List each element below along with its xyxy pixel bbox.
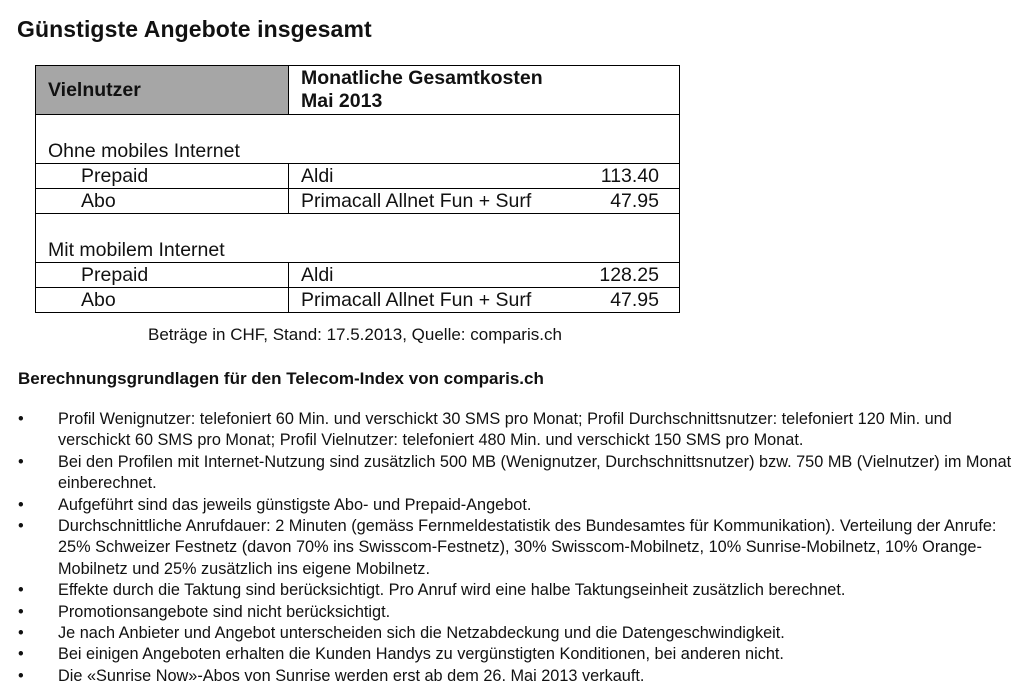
list-item xyxy=(18,452,1013,495)
list-item-text: Durchschnittliche Anrufdauer: 2 Minuten (gemäss Fernmeldestatistik des Bundesamtes für Kommunikation). Verteilung der Anrufe: 25% Schweizer Festnetz (davon 70% ins Swisscom-Festnetz), 30% Swisscom-Mobilnetz, 10% Sunrise-Mobilnetz, 10% Orange-Mobilnetz und 25% zusätzlich ins eigene Mobilnetz. xyxy=(58,517,997,578)
row-price: 47.95 xyxy=(582,189,679,214)
list-item xyxy=(18,580,1013,601)
row-provider: Primacall Allnet Fun + Surf xyxy=(289,288,583,313)
row-provider: Aldi xyxy=(289,164,583,189)
table-caption: Beträge in CHF, Stand: 17.5.2013, Quelle: comparis.ch xyxy=(148,325,562,344)
page-title: Günstigste Angebote insgesamt xyxy=(17,16,372,42)
list-item xyxy=(18,602,1013,623)
cost-table xyxy=(35,65,680,313)
bullet-icon: • xyxy=(18,517,24,536)
list-item xyxy=(18,666,1013,687)
row-provider: Aldi xyxy=(289,263,583,288)
list-item xyxy=(18,495,1013,516)
bullet-icon: • xyxy=(18,452,24,471)
table-header-row xyxy=(36,66,680,115)
list-item xyxy=(18,623,1013,644)
row-price: 128.25 xyxy=(582,263,679,288)
list-item xyxy=(18,644,1013,665)
row-type: Prepaid xyxy=(36,164,289,189)
bullet-icon: • xyxy=(18,645,24,664)
list-item-text: Aufgeführt sind das jeweils günstigste Abo- und Prepaid-Angebot. xyxy=(58,495,532,514)
bullet-icon: • xyxy=(18,410,24,428)
list-item xyxy=(18,409,1013,452)
bullet-icon: • xyxy=(18,581,24,600)
section-label: Ohne mobiles Internet xyxy=(36,140,680,164)
row-type: Prepaid xyxy=(36,263,289,288)
header-cost xyxy=(289,66,680,115)
section-label-row xyxy=(36,140,680,164)
table-row xyxy=(36,189,680,214)
basis-heading: Berechnungsgrundlagen für den Telecom-Index von comparis.ch xyxy=(18,369,544,388)
list-item-text: Profil Wenignutzer: telefoniert 60 Min. und verschickt 30 SMS pro Monat; Profil Durchschnittsnutzer: telefoniert 120 Min. und verschickt 60 SMS pro Monat; Profil Vielnutzer: telefoniert 480 Min. und verschickt 150 SMS pro Monat. xyxy=(58,410,952,450)
row-type: Abo xyxy=(36,288,289,313)
section-label: Mit mobilem Internet xyxy=(36,239,680,263)
section-label-row xyxy=(36,239,680,263)
list-item xyxy=(18,516,1013,580)
list-item-text: Bei den Profilen mit Internet-Nutzung sind zusätzlich 500 MB (Wenignutzer, Durchschnittsnutzer) bzw. 750 MB (Vielnutzer) im Monat einberechnet. xyxy=(58,452,1012,493)
list-item-text: Die «Sunrise Now»-Abos von Sunrise werden erst ab dem 26. Mai 2013 verkauft. xyxy=(58,666,645,685)
table-row xyxy=(36,288,680,313)
row-price: 47.95 xyxy=(582,288,679,313)
bullet-icon: • xyxy=(18,666,24,685)
list-item-text: Promotionsangebote sind nicht berücksichtigt. xyxy=(58,602,391,621)
list-item-text: Bei einigen Angeboten erhalten die Kunden Handys zu vergünstigten Konditionen, bei anderen nicht. xyxy=(58,645,784,664)
list-item-text: Je nach Anbieter und Angebot unterscheiden sich die Netzabdeckung und die Datengeschwindigkeit. xyxy=(58,624,785,643)
header-profile: Vielnutzer xyxy=(36,66,289,115)
row-provider: Primacall Allnet Fun + Surf xyxy=(289,189,583,214)
table-row xyxy=(36,263,680,288)
bullet-icon: • xyxy=(18,624,24,643)
table-spacer xyxy=(36,214,680,240)
table-row xyxy=(36,164,680,189)
basis-list xyxy=(18,409,1013,687)
row-price: 113.40 xyxy=(582,164,679,189)
header-cost-line2: Mai 2013 xyxy=(301,90,383,112)
list-item-text: Effekte durch die Taktung sind berücksichtigt. Pro Anruf wird eine halbe Taktungseinheit zusätzlich berechnet. xyxy=(58,581,846,600)
header-cost-line1: Monatliche Gesamtkosten xyxy=(301,67,543,89)
bullet-icon: • xyxy=(18,495,24,514)
table-spacer xyxy=(36,115,680,141)
row-type: Abo xyxy=(36,189,289,214)
bullet-icon: • xyxy=(18,602,24,621)
